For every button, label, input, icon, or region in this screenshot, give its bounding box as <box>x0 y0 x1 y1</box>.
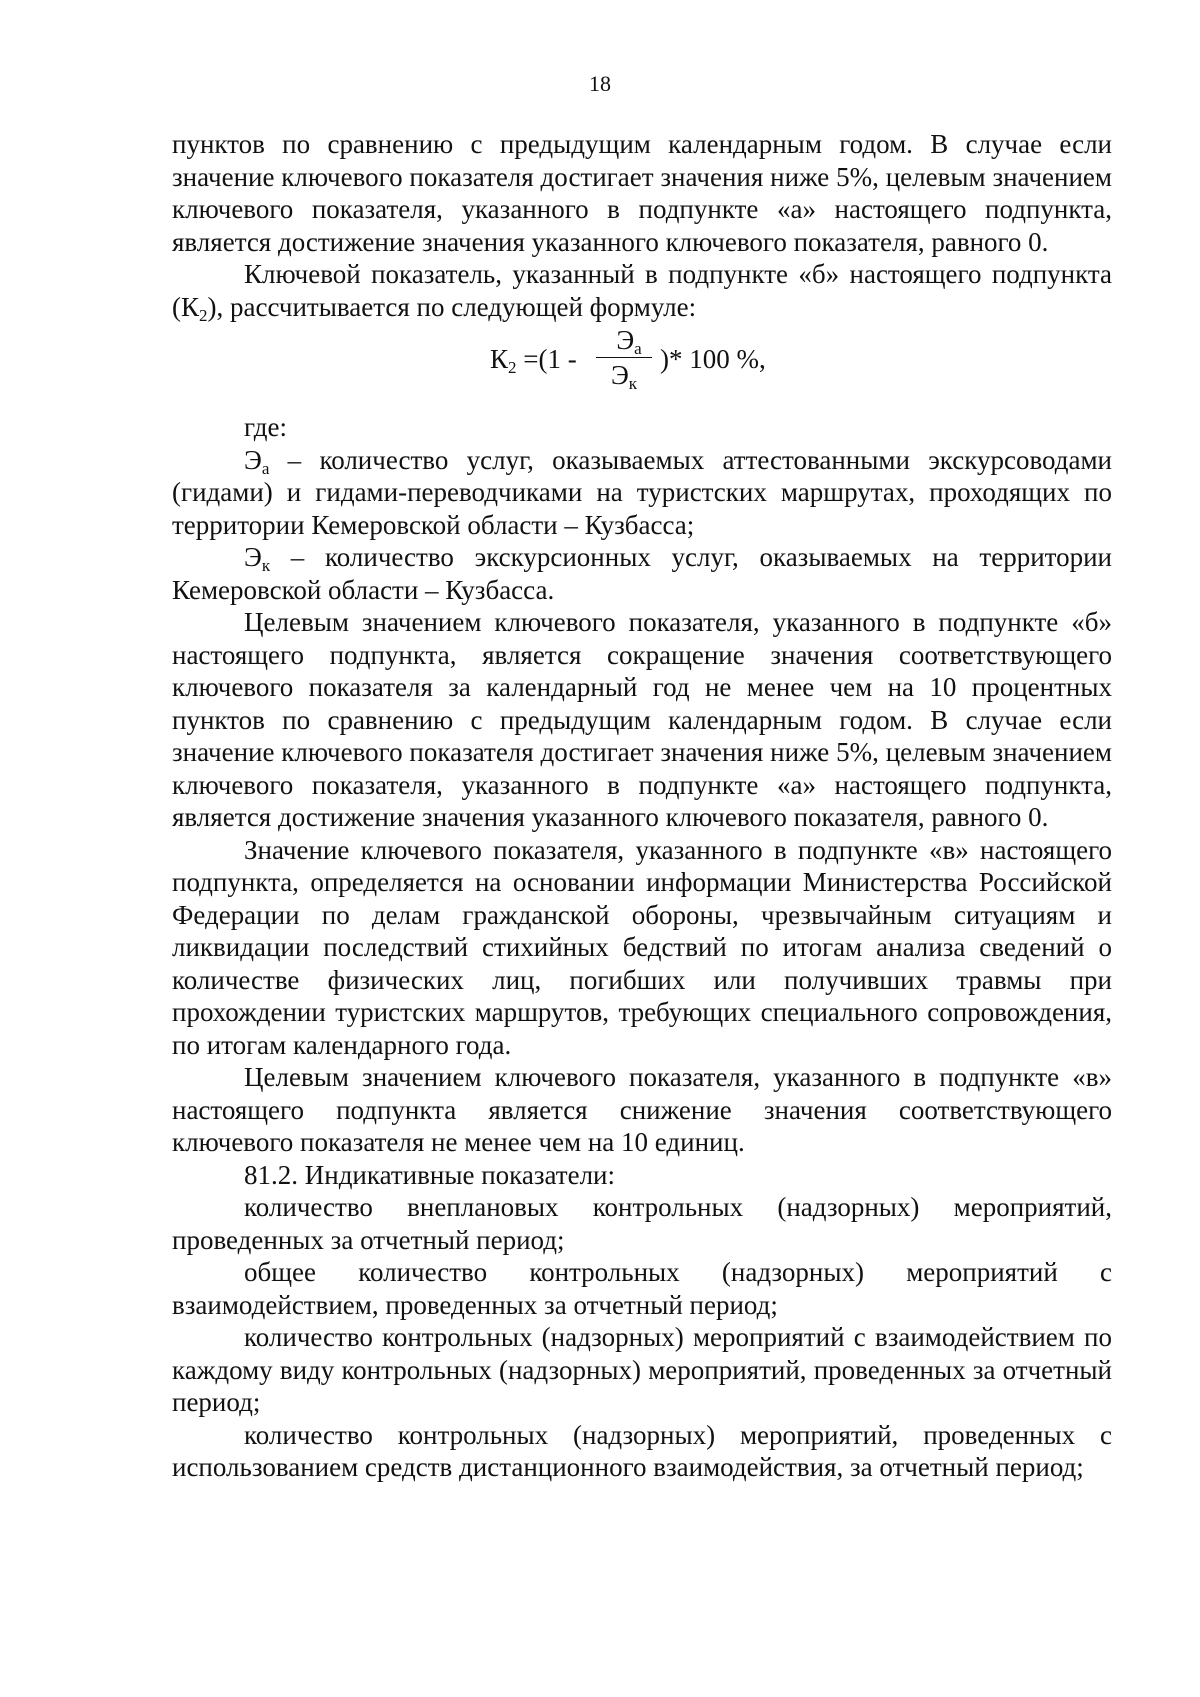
paragraph-target-b: Целевым значением ключевого показателя, указанного в подпункте «б» настоящего подпункта, является сокращение значения соответствующего ключевого показателя за календарный год не менее чем на 10 процентных пунктов по сравнению с предыдущим календарным годом. В случае если значение ключевого показателя достигает значения ниже 5%, целевым значением ключевого показателя, указанного в подпункте «а» настоящего подпункта, является достижение значения указанного ключевого показателя, равного 0. <box>172 607 1112 832</box>
numerator-symbol: Э <box>616 325 635 355</box>
document-body <box>172 128 1112 1484</box>
paragraph-indicator-item: количество контрольных (надзорных) мероприятий с взаимодействием по каждому виду контрольных (надзорных) мероприятий, проведенных за отчетный период; <box>172 1322 1112 1417</box>
fraction-bar <box>596 357 652 358</box>
subscript: а <box>261 458 270 478</box>
numerator-subscript: а <box>634 339 642 358</box>
formula-denominator <box>596 360 652 393</box>
subscript: 2 <box>199 305 208 325</box>
paragraph-target-v: Целевым значением ключевого показателя, указанного в подпункте «в» настоящего подпункта является снижение значения соответствующего ключевого показателя не менее чем на 10 единиц. <box>172 1062 1112 1157</box>
paragraph-where: где: <box>244 412 287 442</box>
symbol: Э <box>244 542 262 572</box>
denominator-symbol: Э <box>610 360 629 390</box>
paragraph-definition-ek <box>172 541 1112 606</box>
paragraph-section-heading: 81.2. Индикативные показатели: <box>244 1159 615 1190</box>
formula-symbol: К <box>490 344 509 374</box>
denominator-subscript: к <box>628 374 638 393</box>
formula <box>172 323 1112 411</box>
formula-numerator <box>596 325 652 358</box>
page-number: 18 <box>589 71 611 96</box>
paragraph-indicator-item: количество внеплановых контрольных (надзорных) мероприятий, проведенных за отчетный период; <box>172 1192 1112 1255</box>
paragraph-text: Ключевой показатель, указанный в подпункте «б» настоящего подпункта (К <box>172 259 1112 322</box>
paragraph-continuation: пунктов по сравнению с предыдущим календарным годом. В случае если значение ключевого показателя достигает значения ниже 5%, целевым значением ключевого показателя, указанного в подпункте «а» настоящего подпункта, является достижение значения указанного ключевого показателя, равного 0. <box>172 129 1112 257</box>
formula-lhs <box>490 343 577 376</box>
paragraph-definition-ea <box>172 444 1112 542</box>
paragraph-text: – количество услуг, оказываемых аттестованными экскурсоводами (гидами) и гидами-переводчиками на туристских маршрутах, проходящих по территории Кемеровской области – Кузбасса; <box>172 444 1112 540</box>
formula-fraction <box>596 325 652 393</box>
paragraph-indicator-item: количество контрольных (надзорных) мероприятий, проведенных с использованием средств дистанционного взаимодействия, за отчетный период; <box>172 1419 1112 1482</box>
formula-rhs: )* 100 %, <box>660 344 766 374</box>
paragraph-text: ), рассчитывается по следующей формуле: <box>207 291 697 322</box>
formula-subscript: 2 <box>508 358 517 377</box>
paragraph-text: – количество экскурсионных услуг, оказываемых на территории Кемеровской области – Кузбасса. <box>172 542 1112 605</box>
paragraph-indicator-item: общее количество контрольных (надзорных) мероприятий с взаимодействием, проведенных за отчетный период; <box>172 1257 1112 1320</box>
paragraph-indicator-v: Значение ключевого показателя, указанного в подпункте «в» настоящего подпункта, определяется на основании информации Министерства Российской Федерации по делам гражданской обороны, чрезвычайным ситуациям и ликвидации последствий стихийных бедствий по итогам анализа сведений о количестве физических лиц, погибших или получивших травмы при прохождении туристских маршрутов, требующих специального сопровождения, по итогам календарного года. <box>172 834 1112 1060</box>
formula-operator: =(1 - <box>516 344 577 374</box>
subscript: к <box>261 556 271 575</box>
paragraph-key-indicator-b <box>172 258 1112 323</box>
symbol: Э <box>244 444 262 475</box>
